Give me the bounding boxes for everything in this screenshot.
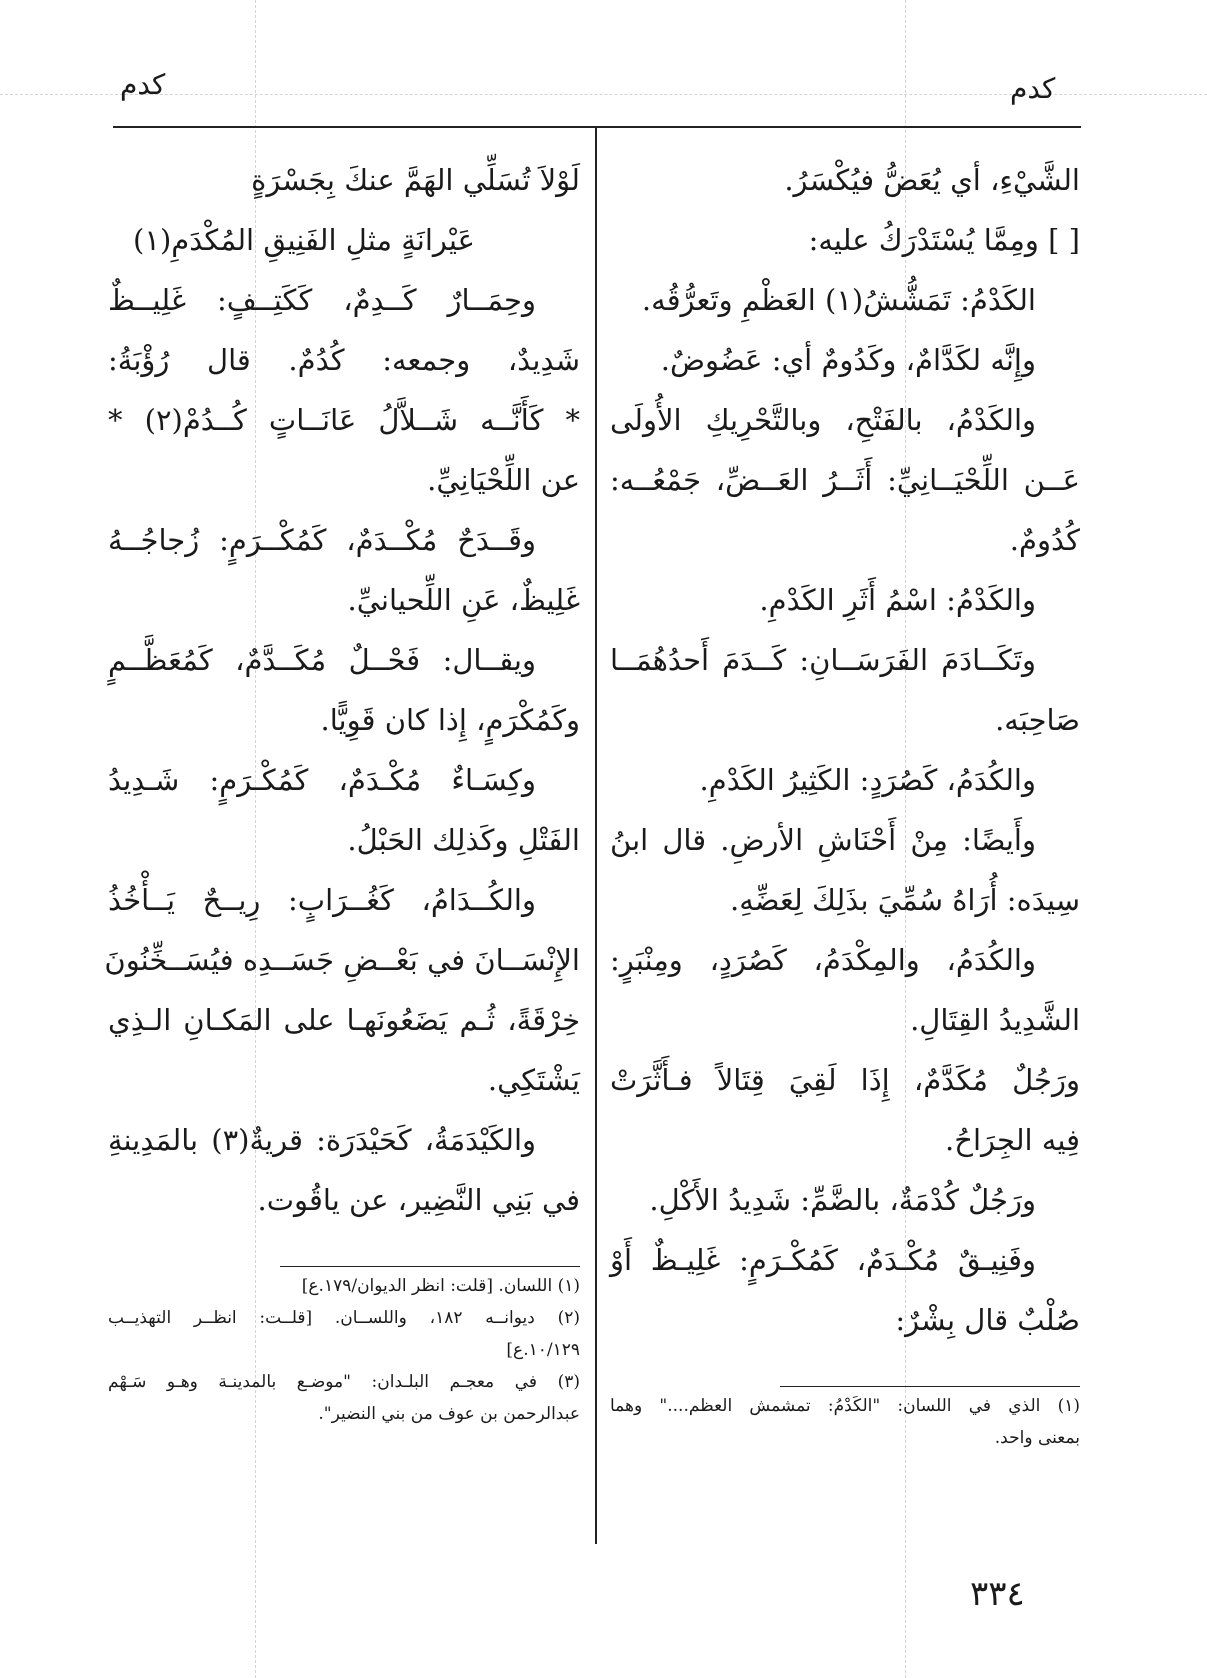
verse-line: لَوْلاَ تُسَلِّي الهَمَّ عنكَ بِجَسْرَةٍ (251, 163, 580, 197)
text-line: والكُــدَامُ، كَغُــرَابٍ: رِيــحٌ يَــأْخُذُ (108, 883, 536, 917)
text-line: وقَــدَحٌ مُكْــدَمٌ، كَمُكْــرَمٍ: زُجاجُــهُ (108, 523, 536, 557)
footnote-line: بمعنى واحد. (994, 1428, 1080, 1448)
text-line: وإِنَّه لكَدَّامٌ، وكَدُومٌ أي: عَضُوضٌ. (660, 343, 1036, 377)
text-line: عَــن اللِّحْيَــانِيِّ: أَثَــرُ العَــضِّ، جَمْعُــه: (610, 463, 1080, 497)
verse-line: عَيْرانَةٍ مثلِ الفَنِيقِ المُكْدَمِ(١) (133, 223, 475, 257)
text-line: وحِمَــارٌ كَــدِمٌ، كَكَتِــفٍ: غَلِيــظٌ (108, 283, 536, 317)
footnote-line: (١) اللسان. [قلت: انظر الديوان/١٧٩.ع] (301, 1276, 580, 1296)
text-line: كُدُومٌ. (1009, 523, 1080, 557)
text-line: والكُدَمُ، كَصُرَدٍ: الكَثِيرُ الكَدْمِ. (699, 763, 1036, 797)
text-line: وفَنِيـقٌ مُكْـدَمٌ، كَمُكْـرَمٍ: غَلِيـظٌ أَوْ (610, 1243, 1036, 1277)
right-footnotes (610, 1390, 1080, 1454)
running-header-left: كدم (120, 68, 166, 101)
left-footnotes (108, 1270, 580, 1430)
footnote-separator (780, 1386, 1080, 1387)
text-line: ورَجُلٌ مُكَدَّمٌ، إِذَا لَقِيَ قِتَالاً فـأَثَّرَتْ (610, 1063, 1080, 1097)
text-line: صَاحِبَه. (995, 703, 1080, 737)
text-line: وأَيضًا: مِنْ أَحْنَاشِ الأرضِ. قال ابنُ (610, 823, 1036, 857)
text-line: وكَمُكْرَمٍ، إِذا كان قَوِيًّا. (320, 703, 580, 737)
text-line: غَلِيظٌ، عَنِ اللِّحيانيِّ. (347, 583, 580, 617)
text-line: سِيدَه: أُرَاهُ سُمِّيَ بذَلِكَ لِعَضِّهِ. (730, 883, 1080, 917)
footnote-line: (٢) ديوانــه ١٨٢، واللســان. [قلــت: انظــر التهذيــب (108, 1308, 580, 1328)
text-line: عن اللِّحْيَانِيِّ. (427, 463, 580, 497)
column-divider (595, 127, 597, 1544)
text-line: الشَّدِيدُ القِتَالِ. (910, 1003, 1080, 1037)
text-line: والكُدَمُ، والمِكْدَمُ، كَصُرَدٍ، ومِنْبَرٍ: (610, 943, 1036, 977)
footnote-separator (280, 1266, 580, 1267)
text-line: والكَدْمُ: اسْمُ أَثَرِ الكَدْمِ. (759, 583, 1036, 617)
verse-line: * كَأَنَّــه شَــلاَّلُ عَانَــاتٍ كُــدُمْ(٢) * (108, 403, 580, 437)
text-line: ورَجُلٌ كُدْمَةٌ، بالضَّمِّ: شَدِيدُ الأَكْلِ. (649, 1183, 1036, 1217)
right-column (610, 150, 1080, 1350)
footnote-line: (١) الذي في اللسان: "الكَدْمُ: تمشمش العظم...." وهما (610, 1396, 1080, 1416)
text-line: ويقــال: فَحْــلٌ مُكَــدَّمٌ، كَمُعَظَّــمٍ (108, 643, 536, 677)
left-column (104, 150, 580, 1230)
text-line: والكَدْمُ، بالفَتْحِ، وبالتَّحْرِيكِ الأُولَى (610, 403, 1036, 437)
text-line: شَدِيدٌ، وجمعه: كُدُمٌ. قال رُؤْبَةُ: (108, 343, 580, 377)
running-header-right: كدم (1010, 72, 1056, 105)
header-rule (113, 126, 1081, 128)
footnote-line: عبدالرحمن بن عوف من بني النضير". (318, 1404, 580, 1424)
text-line: والكَيْدَمَةُ، كَحَيْدَرَة: قريةٌ(٣) بالمَدِينةِ (108, 1123, 537, 1157)
text-line: [ ] ومِمَّا يُسْتَدْرَكُ عليه: (808, 223, 1080, 257)
text-line: صُلْبٌ قال بِشْرٌ: (895, 1303, 1080, 1337)
text-line: وتَكَــادَمَ الفَرَسَــانِ: كَــدَمَ أَحدُهُمَــا (610, 643, 1036, 677)
text-line: في بَنِي النَّضِير، عن ياقُوت. (257, 1183, 580, 1217)
text-line: الإِنْسَــانَ في بَعْــضِ جَسَــدِه فيُسَــخِّنُونَ (104, 943, 580, 977)
text-line: الشَّيْءِ، أي يُعَضُّ فيُكْسَرُ. (784, 163, 1080, 197)
text-line: خِرْقَةً، ثُـم يَضَعُونَهـا على المَكـانِ الـذِي (108, 1003, 580, 1037)
text-line: فِيه الجِرَاحُ. (945, 1123, 1080, 1157)
page-number: ٣٣٤ (970, 1574, 1025, 1614)
footnote-line: (٣) في معجـم البلـدان: "موضـع بالمدينـة وهـو سَـهْم (108, 1372, 580, 1392)
text-line: وكِسَـاءٌ مُكْـدَمٌ، كَمُكْـرَمٍ: شَـدِيدُ (108, 763, 536, 797)
text-line: يَشْتَكِي. (487, 1063, 580, 1097)
text-line: الفَتْلِ وكَذلِك الحَبْلُ. (347, 823, 580, 857)
footnote-line: ١٠/١٢٩.ع] (506, 1340, 580, 1360)
text-line: الكَدْمُ: تَمَشُّشُ(١) العَظْمِ وتَعرُّقُه. (641, 283, 1036, 317)
